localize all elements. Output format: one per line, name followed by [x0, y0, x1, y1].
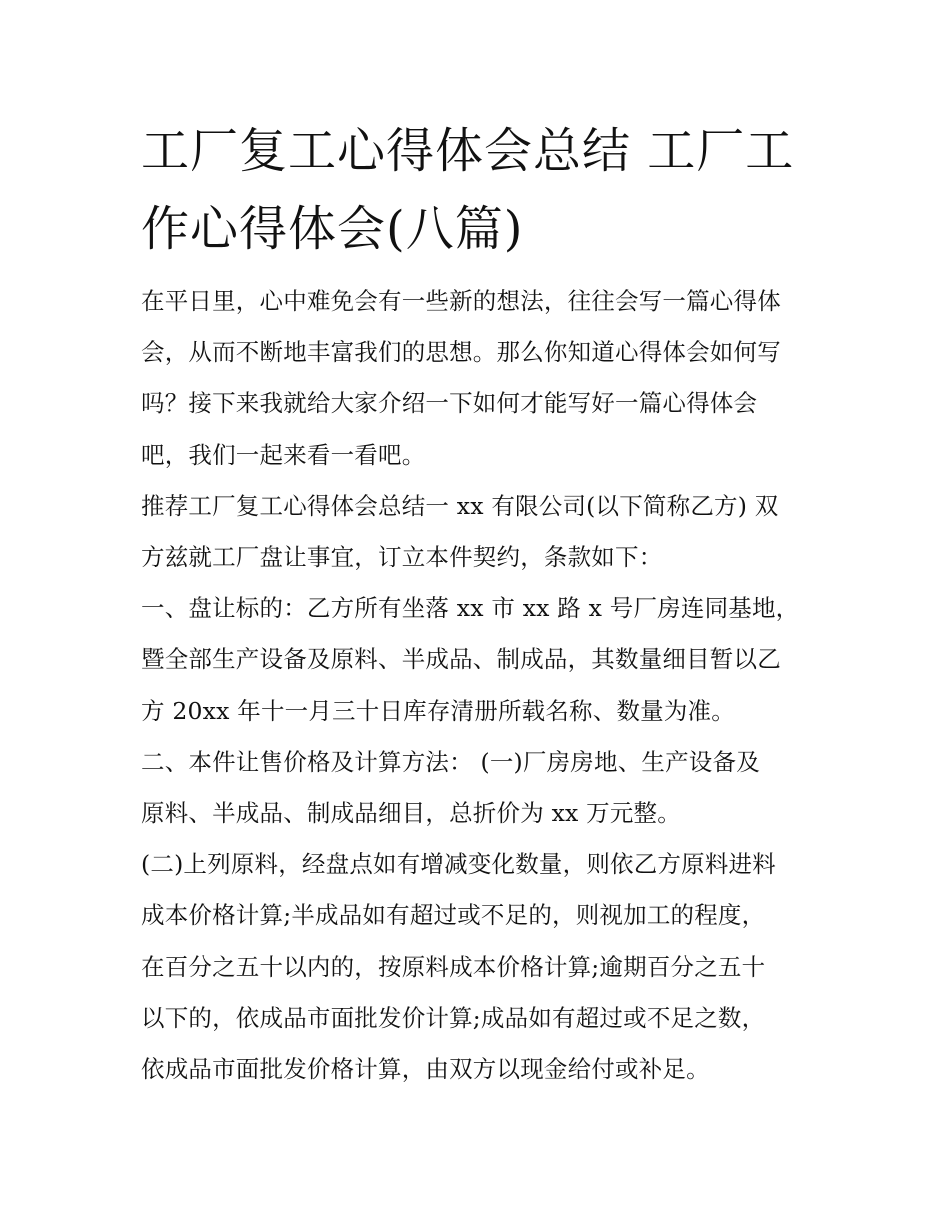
text-line: 推荐工厂复工心得体会总结一 xx 有限公司(以下简称乙方) 双 — [141, 491, 779, 520]
text-line: 在百分之五十以内的，按原料成本价格计算;逾期百分之五十 — [141, 952, 766, 981]
text-line: (二)上列原料，经盘点如有增减变化数量，则依乙方原料进料 — [141, 850, 776, 879]
text-line: 方 20xx 年十一月三十日库存清册所载名称、数量为准。 — [141, 696, 735, 725]
text-line: 会，从而不断地丰富我们的思想。那么你知道心得体会如何写 — [141, 338, 781, 367]
paragraph-intro — [141, 276, 817, 481]
paragraph-recommend — [141, 481, 817, 583]
title-line: 作心得体会(八篇) — [141, 201, 524, 257]
text-line: 一、盘让标的：乙方所有坐落 xx 市 xx 路 x 号厂房连同基地， — [141, 594, 800, 623]
text-line: 二、本件让售价格及计算方法： (一)厂房房地、生产设备及 — [141, 747, 760, 776]
document-title — [141, 112, 817, 268]
document-body — [141, 276, 817, 1095]
title-line: 工厂复工心得体会总结 工厂工 — [141, 123, 795, 179]
text-line: 吧，我们一起来看一看吧。 — [141, 440, 426, 469]
text-line: 以下的，依成品市面批发价计算;成品如有超过或不足之数， — [141, 1003, 766, 1032]
text-line: 暨全部生产设备及原料、半成品、制成品，其数量细目暂以乙 — [141, 645, 781, 674]
document-page — [141, 112, 817, 1095]
paragraph-clause-1 — [141, 583, 817, 737]
text-line: 原料、半成品、制成品细目，总折价为 xx 万元整。 — [141, 799, 681, 828]
text-line: 方兹就工厂盘让事宜，订立本件契约，条款如下： — [141, 543, 663, 572]
paragraph-clause-2 — [141, 737, 817, 839]
text-line: 成本价格计算;半成品如有超过或不足的，则视加工的程度， — [141, 901, 766, 930]
text-line: 在平日里，心中难免会有一些新的想法，往往会写一篇心得体 — [141, 287, 781, 315]
paragraph-clause-2-sub — [141, 839, 817, 1095]
text-line: 依成品市面批发价格计算，由双方以现金给付或补足。 — [141, 1055, 710, 1084]
text-line: 吗？接下来我就给大家介绍一下如何才能写好一篇心得体会 — [141, 389, 758, 418]
